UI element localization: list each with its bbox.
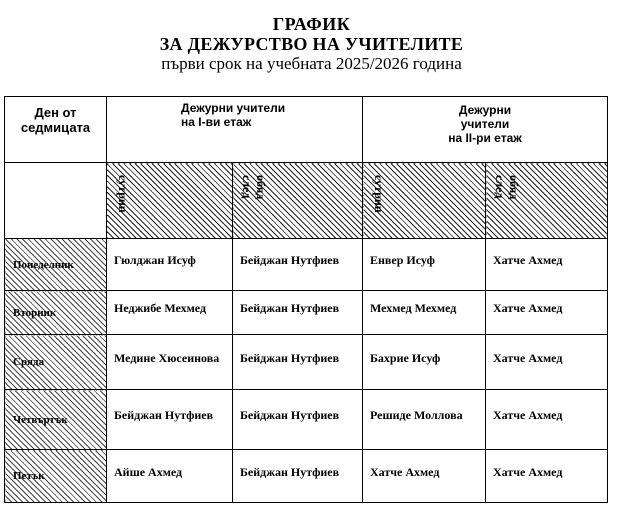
teacher-name: Айше Ахмед [114,464,183,479]
teacher-name: Неджибе Мехмед [114,301,207,315]
teacher-name: Бейджан Нутфиев [240,350,340,365]
teacher-cell [486,239,608,291]
teacher-name: Решиде Моллова [370,408,463,422]
teacher-cell [363,335,486,390]
teacher-cell [107,450,233,503]
teacher-name: Хатче Ахмед [493,253,563,267]
teacher-cell [107,291,233,335]
shift-afternoon-label: обяд [254,175,268,200]
teacher-name: Хатче Ахмед [493,464,563,479]
document-term: първи срок на учебната 2025/2026 година [161,54,462,73]
teacher-cell [233,390,363,450]
day-header-line: седмицата [20,120,91,135]
teacher-cell [363,390,486,450]
teacher-cell [363,291,486,335]
empty-header-cell [5,163,107,239]
floor1-afternoon-header [233,163,363,239]
floor1-header [107,97,363,163]
floor1-header-line: на I-ви етаж [181,115,252,129]
day-cell: Сряда [5,335,107,390]
teacher-cell [233,291,363,335]
floor2-header [363,97,608,163]
floor2-afternoon-header [486,163,608,239]
table-row [5,450,608,503]
table-row [5,335,608,390]
floor2-morning-header [363,163,486,239]
document-title-block [0,14,623,74]
teacher-name: Хатче Ахмед [493,301,563,315]
shift-morning-label: сутрин [372,175,386,213]
teacher-name: Енвер Исуф [370,253,435,267]
teacher-name: Бейджан Нутфиев [114,408,214,422]
floor2-header-line: Дежурни [458,103,512,117]
teacher-cell [363,450,486,503]
day-header-line: Ден от [34,105,77,120]
teacher-cell [363,239,486,291]
teacher-name: Мехмед Мехмед [370,301,457,315]
table-row [5,390,608,450]
teacher-name: Хатче Ахмед [493,408,563,422]
day-column-header [5,97,107,163]
teacher-name: Хатче Ахмед [493,350,563,365]
table-row [5,291,608,335]
teacher-cell [107,335,233,390]
teacher-name: Бейджан Нутфиев [240,253,340,267]
day-cell: Понеделник [5,239,107,291]
floor1-header-line: Дежурни учители [181,101,286,115]
document-title: ГРАФИК [272,14,351,34]
teacher-name: Медине Хюсеинова [114,350,220,365]
teacher-cell [233,450,363,503]
floor2-header-line: учители [460,117,510,131]
teacher-cell [486,390,608,450]
teacher-name: Хатче Ахмед [370,464,440,479]
teacher-cell [233,335,363,390]
shift-morning-label: сутрин [116,175,130,213]
floor2-header-line: на II-ри етаж [448,131,522,145]
teacher-cell [107,239,233,291]
teacher-name: Бейджан Нутфиев [240,301,340,315]
day-cell: Вторник [5,291,107,335]
teacher-cell [107,390,233,450]
day-cell: Четвъртък [5,390,107,450]
teacher-cell [233,239,363,291]
teacher-cell [486,335,608,390]
header-row-shifts [5,163,608,239]
teacher-name: Бахрие Исуф [370,350,441,365]
header-row-floors [5,97,608,163]
teacher-cell [486,291,608,335]
table-row [5,239,608,291]
teacher-name: Бейджан Нутфиев [240,408,340,422]
teacher-cell [486,450,608,503]
teacher-name: Бейджан Нутфиев [240,464,340,479]
day-cell: Петък [5,450,107,503]
shift-afternoon-label: обяд [507,175,521,200]
document-subtitle: ЗА ДЕЖУРСТВО НА УЧИТЕЛИТЕ [159,34,464,54]
duty-schedule-table [4,96,608,503]
teacher-name: Гюлджан Исуф [114,253,196,267]
floor1-morning-header [107,163,233,239]
shift-afternoon-label: след [240,175,254,199]
shift-afternoon-label: след [493,175,507,199]
